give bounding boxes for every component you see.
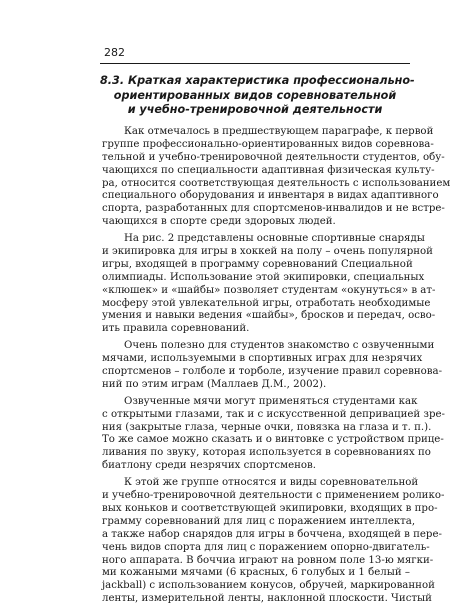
text-line: ленты, измерительной ленты, наклонной плоскости. Чистый: [102, 593, 432, 605]
paragraph: [102, 340, 443, 392]
text-line: группе профессионально-ориентированных видов соревнова-: [102, 138, 434, 150]
text-line: грамму соревнований для лиц с поражением интеллекта,: [102, 515, 416, 527]
paragraph: [102, 233, 436, 336]
text-line: олимпиады. Использование этой экипировки, специальных: [102, 271, 425, 283]
text-line: «клюшек» и «шайбы» позволяет студентам «окунуться» в ат-: [102, 284, 436, 296]
text-line: специального оборудования и инвентаря в видах адаптивного: [102, 190, 439, 202]
text-line: ния (закрытые глаза, черные очки, повязка на глаза и т. п.).: [102, 421, 432, 433]
text-line: тельной и учебно-тренировочной деятельности студентов, обу-: [102, 151, 445, 163]
text-line: То же самое можно сказать и о винтовке с устройством прице-: [102, 434, 444, 446]
text-line: с открытыми глазами, так и с искусственной депривацией зре-: [102, 408, 445, 420]
section-heading-line: ориентированных видов соревновательной: [113, 88, 397, 102]
text-line: Как отмечалось в предшествующем параграфе, к первой: [124, 126, 434, 137]
text-line: мячами, используемыми в спортивных играх для незрячих: [102, 353, 423, 365]
section-heading: [100, 74, 415, 118]
text-line: спорта, разработанных для спортсменов-инвалидов и не встре-: [102, 203, 445, 215]
text-line: Озвученные мячи могут применяться студентами как: [124, 395, 418, 407]
text-line: На рис. 2 представлены основные спортивные снаряды: [124, 233, 425, 245]
text-line: вых коньков и соответствующей экипировки, входящих в про-: [102, 502, 438, 514]
text-line: чающихся в спорте среди здоровых людей.: [102, 216, 336, 228]
body-text: [102, 126, 451, 610]
text-line: мосферу этой увлекательной игры, отработать необходимые: [102, 297, 431, 309]
text-line: и экипировка для игры в хоккей на полу – очень популярной: [102, 246, 433, 258]
header-rule: [100, 63, 410, 64]
section-heading-line: 8.3. Краткая характеристика профессионально-: [100, 74, 415, 87]
paragraph: [102, 395, 445, 473]
text-line: биатлону среди незрячих спортсменов.: [102, 460, 316, 472]
text-line: jackball) с использованием конусов, обручей, маркированной: [102, 580, 435, 592]
paragraph: [102, 126, 451, 229]
text-line: умения и навыки ведения «шайбы», бросков и передач, осво-: [102, 310, 436, 322]
text-line: ра, относится соответствующая деятельность с использованием: [102, 177, 451, 189]
text-line: ний по этим играм (Маллаев Д.М., 2002).: [102, 378, 327, 390]
page-number: 282: [104, 46, 125, 59]
text-line: а также набор снарядов для игры в боччена, входящей в пере-: [102, 528, 442, 540]
paragraph: [102, 477, 445, 606]
text-line: ливания по звуку, которая используется в соревнованиях по: [102, 447, 431, 459]
section-heading-line: и учебно-тренировочной деятельности: [127, 103, 383, 116]
text-line: ного аппарата. В боччиа играют на ровном поле 13-ю мягки-: [102, 554, 434, 566]
text-line: чень видов спорта для лиц с поражением опорно-двигатель-: [102, 541, 430, 553]
text-line: ить правила соревнований.: [102, 323, 250, 335]
text-line: К этой же группе относятся и виды соревновательной: [124, 477, 419, 489]
text-line: Очень полезно для студентов знакомство с озвученными: [124, 340, 435, 352]
text-line: и учебно-тренировочной деятельности с применением ролико-: [102, 490, 445, 502]
text-line: чающихся по специальности адаптивная физическая культу-: [102, 164, 435, 176]
text-line: ми кожаными мячами (6 красных, 6 голубых и 1 белый –: [102, 567, 410, 579]
text-line: спортсменов – голболе и торболе, изучение правил соревнова-: [102, 366, 443, 378]
text-line: игры, входящей в программу соревнований Специальной: [102, 258, 413, 270]
